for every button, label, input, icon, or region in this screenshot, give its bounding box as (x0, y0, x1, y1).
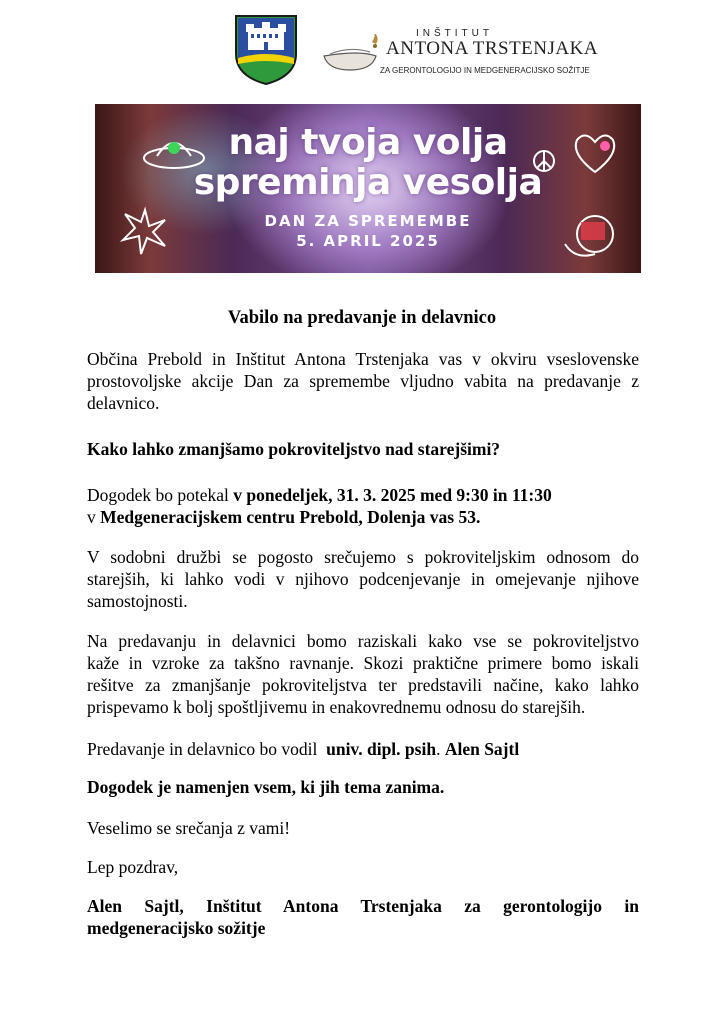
event-when-line (87, 484, 639, 506)
p2-line-4: prispevamo k bolj spoštljivemu in enakovrednemu odnosu do starejših. (87, 697, 586, 717)
p2-line-1: Na predavanju in delavnici bomo raziskali kako vse se pokroviteljstvo (87, 631, 639, 651)
intro-line-2: prostovoljske akcije Dan za spremembe vljudno vabita na predavanje z (87, 371, 639, 391)
lecturer-title: univ. dipl. psih (326, 739, 437, 759)
signature-line-2: medgeneracijsko sožitje (87, 918, 266, 938)
greeting-line: Lep pozdrav, (87, 857, 179, 877)
splash-icon (115, 200, 175, 260)
municipality-crest-icon (234, 14, 298, 86)
audience-line: Dogodek je namenjen vsem, ki jih tema zanima. (87, 777, 445, 797)
header-logos (0, 12, 724, 92)
p1-line-2: starejših, ki lahko vodi v njihovo podcenjevanje in omejevanje njihove (87, 569, 639, 589)
lecturer-name: Alen Sajtl (444, 739, 520, 759)
event-where-line (87, 506, 639, 528)
banner-line-4: 5. APRIL 2025 (296, 232, 440, 250)
intro-line-1: Občina Prebold in Inštitut Antona Trstenjaka vas v okviru vseslovenske (87, 349, 639, 369)
lecturer-dot: . (436, 739, 445, 759)
p2-line-3: rešitve za zmanjšanje pokroviteljstva ter predstavili načine, kako lahko (87, 675, 639, 695)
event-banner (95, 104, 641, 273)
lecturer-line (87, 738, 639, 760)
page-title: Vabilo na predavanje in delavnico (227, 308, 497, 328)
signature-line-1: Alen Sajtl, Inštitut Antona Trstenjaka za gerontologijo in (87, 896, 639, 916)
lecturer-prefix: Predavanje in delavnico bo vodil (87, 739, 327, 759)
institute-name: ANTONA TRSTENJAKA (386, 38, 599, 59)
banner-line-1: naj tvoja volja (228, 122, 508, 163)
event-where: Medgeneracijskem centru Prebold, Dolenja vas 53. (100, 507, 481, 527)
closing-line: Veselimo se srečanja z vami! (87, 818, 291, 838)
question-heading: Kako lahko zmanjšamo pokroviteljstvo nad starejšimi? (87, 439, 501, 459)
banner-line-3: DAN ZA SPREMEMBE (264, 212, 472, 230)
institute-subtitle: ZA GERONTOLOGIJO IN MEDGENERACIJSKO SOŽITJE (380, 66, 590, 75)
p1-line-3: samostojnosti. (87, 591, 188, 611)
event-prefix: Dogodek bo potekal (87, 485, 234, 505)
event-when: v ponedeljek, 31. 3. 2025 med 9:30 in 11:30 (233, 485, 552, 505)
p2-line-2: kaže in vzroke za takšno ravnanje. Skozi praktične primere bomo iskali (87, 653, 639, 673)
event-v: v (87, 507, 101, 527)
institute-logo (320, 26, 599, 84)
p1-line-1: V sodobni družbi se pogosto srečujemo s pokroviteljskim odnosom do (87, 547, 639, 567)
intro-line-3: delavnico. (87, 393, 160, 413)
institute-top-word: INŠTITUT (416, 28, 493, 39)
oil-lamp-icon (320, 34, 382, 74)
banner-line-2: spreminja vesolja (193, 162, 543, 203)
